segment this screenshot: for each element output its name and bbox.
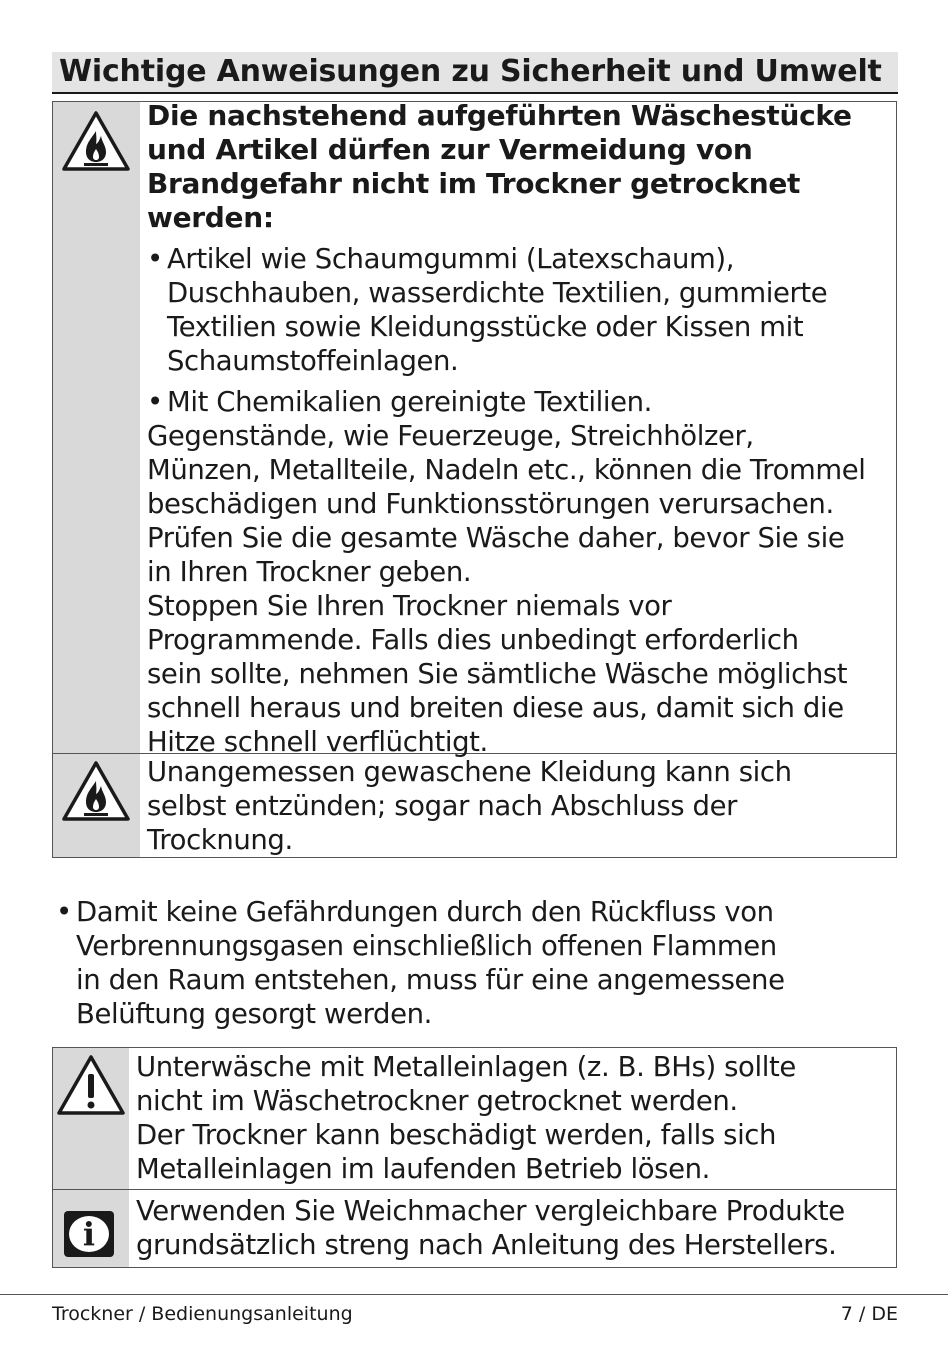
paragraph-line: Prüfen Sie die gesamte Wäsche daher, bevor Sie sie bbox=[147, 522, 845, 554]
ventilation-bullet bbox=[56, 895, 785, 1031]
paragraph-line: Stoppen Sie Ihren Trockner niemals vor bbox=[147, 590, 672, 622]
paragraph-stop-dryer bbox=[147, 589, 866, 759]
warning-info-box bbox=[52, 1047, 897, 1268]
caution-icon bbox=[55, 1053, 127, 1117]
flammable-warning-icon bbox=[60, 109, 132, 173]
bullet-line: Mit Chemikalien gereinigte Textilien. bbox=[167, 386, 652, 418]
intro-line: und Artikel dürfen zur Vermeidung von bbox=[147, 133, 753, 166]
paragraph-foreign-objects bbox=[147, 419, 866, 589]
metal-underwear-text bbox=[136, 1050, 796, 1186]
fire-hazard-box bbox=[52, 101, 897, 858]
bullet-foam-items bbox=[147, 242, 866, 378]
row-divider bbox=[53, 1189, 897, 1190]
bullet-line: Artikel wie Schaumgummi (Latexschaum), bbox=[167, 243, 735, 275]
bullet-line: Duschhauben, wasserdichte Textilien, gummierte bbox=[167, 277, 828, 309]
bullet-line: Schaumstoffeinlagen. bbox=[167, 345, 459, 377]
paragraph-line: beschädigen und Funktionsstörungen verursachen. bbox=[147, 488, 834, 520]
paragraph-line: Der Trockner kann beschädigt werden, falls sich bbox=[136, 1119, 777, 1151]
bullet-line: Textilien sowie Kleidungsstücke oder Kissen mit bbox=[167, 311, 804, 343]
flammable-warning-icon bbox=[60, 759, 132, 823]
paragraph-line: Unterwäsche mit Metalleinlagen (z. B. BHs) sollte bbox=[136, 1051, 796, 1083]
bullet-line: Belüftung gesorgt werden. bbox=[76, 998, 432, 1030]
paragraph-line: Münzen, Metallteile, Nadeln etc., können die Trommel bbox=[147, 454, 866, 486]
fire-box-intro bbox=[147, 101, 866, 235]
paragraph-line: Metalleinlagen im laufenden Betrieb lösen. bbox=[136, 1153, 710, 1185]
self-ignition-text bbox=[147, 755, 792, 857]
bullet-line: Verbrennungsgasen einschließlich offenen Flammen bbox=[76, 930, 777, 962]
footer-divider bbox=[0, 1294, 948, 1295]
intro-line: werden: bbox=[147, 201, 274, 234]
info-icon bbox=[64, 1211, 114, 1257]
bullet-dot: • bbox=[147, 243, 163, 275]
paragraph-line: schnell heraus und breiten diese aus, damit sich die bbox=[147, 692, 844, 724]
bullet-line: Damit keine Gefährdungen durch den Rückfluss von bbox=[76, 896, 774, 928]
footer-page-number: 7 / DE bbox=[840, 1303, 898, 1325]
info-glyph: i bbox=[69, 1216, 109, 1252]
paragraph-line: Verwenden Sie Weichmacher vergleichbare Produkte bbox=[136, 1195, 845, 1227]
fire-box-text bbox=[147, 101, 866, 759]
bullet-line: in den Raum entstehen, muss für eine angemessene bbox=[76, 964, 785, 996]
footer-document-title: Trockner / Bedienungsanleitung bbox=[52, 1303, 353, 1325]
bullet-dot: • bbox=[147, 386, 163, 418]
page-title: Wichtige Anweisungen zu Sicherheit und Umwelt bbox=[59, 54, 882, 89]
paragraph-line: nicht im Wäschetrockner getrocknet werden. bbox=[136, 1085, 738, 1117]
paragraph-line: selbst entzünden; sogar nach Abschluss der bbox=[147, 790, 737, 822]
paragraph-line: Gegenstände, wie Feuerzeuge, Streichhölzer, bbox=[147, 420, 754, 452]
intro-line: Brandgefahr nicht im Trockner getrocknet bbox=[147, 167, 801, 200]
paragraph-line: sein sollte, nehmen Sie sämtliche Wäsche möglichst bbox=[147, 658, 848, 690]
bullet-dot: • bbox=[56, 896, 72, 928]
paragraph-line: Trocknung. bbox=[147, 824, 293, 856]
bullet-chemicals bbox=[147, 385, 866, 419]
paragraph-line: in Ihren Trockner geben. bbox=[147, 556, 472, 588]
softener-text bbox=[136, 1194, 845, 1262]
paragraph-line: Programmende. Falls dies unbedingt erforderlich bbox=[147, 624, 799, 656]
paragraph-line: Unangemessen gewaschene Kleidung kann sich bbox=[147, 756, 792, 788]
icon-strip bbox=[53, 102, 140, 857]
paragraph-line: Hitze schnell verflüchtigt. bbox=[147, 726, 488, 758]
section-title-bar bbox=[52, 52, 898, 94]
intro-line: Die nachstehend aufgeführten Wäschestücke bbox=[147, 101, 852, 132]
paragraph-line: grundsätzlich streng nach Anleitung des Herstellers. bbox=[136, 1229, 837, 1261]
